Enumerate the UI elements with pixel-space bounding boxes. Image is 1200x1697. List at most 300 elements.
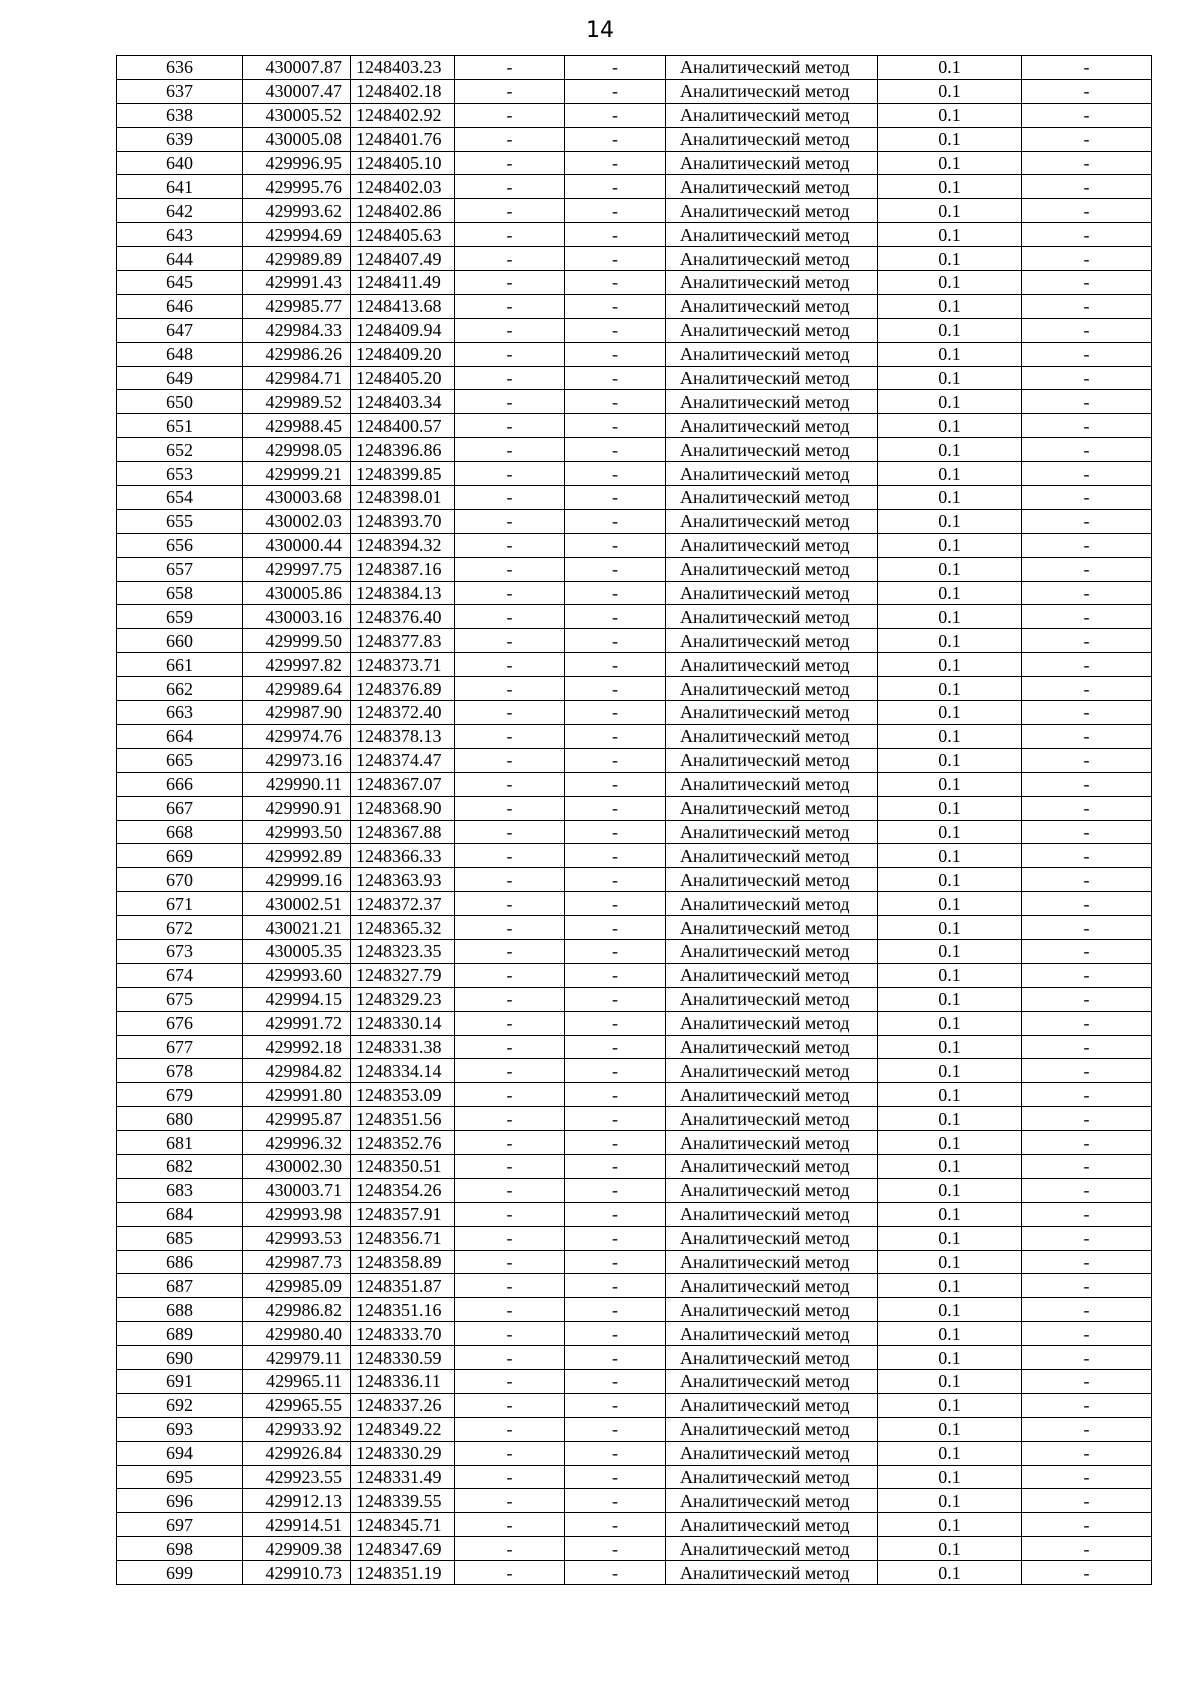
accuracy-cell: 0.1 [878, 1226, 1022, 1250]
col-5-cell: - [565, 1417, 666, 1441]
col-8-cell: - [1022, 103, 1152, 127]
col-5-cell: - [565, 1202, 666, 1226]
table-row [117, 438, 1152, 462]
col-5-cell: - [565, 1561, 666, 1585]
table-row [117, 1250, 1152, 1274]
accuracy-cell: 0.1 [878, 748, 1022, 772]
point-number-cell: 644 [117, 247, 243, 271]
y-coordinate-cell: 1248374.47 [351, 748, 455, 772]
col-4-cell: - [455, 963, 565, 987]
table-row [117, 509, 1152, 533]
table-row [117, 844, 1152, 868]
accuracy-cell: 0.1 [878, 1250, 1022, 1274]
point-number-cell: 664 [117, 724, 243, 748]
col-5-cell: - [565, 56, 666, 80]
col-5-cell: - [565, 151, 666, 175]
col-8-cell: - [1022, 509, 1152, 533]
col-8-cell: - [1022, 79, 1152, 103]
table-row [117, 1011, 1152, 1035]
point-number-cell: 656 [117, 533, 243, 557]
x-coordinate-cell: 429909.38 [243, 1537, 351, 1561]
col-4-cell: - [455, 342, 565, 366]
col-8-cell: - [1022, 223, 1152, 247]
point-number-cell: 699 [117, 1561, 243, 1585]
accuracy-cell: 0.1 [878, 629, 1022, 653]
method-cell: Аналитический метод [666, 223, 878, 247]
col-4-cell: - [455, 1561, 565, 1585]
y-coordinate-cell: 1248402.18 [351, 79, 455, 103]
accuracy-cell: 0.1 [878, 1274, 1022, 1298]
col-4-cell: - [455, 462, 565, 486]
method-cell: Аналитический метод [666, 366, 878, 390]
method-cell: Аналитический метод [666, 1035, 878, 1059]
method-cell: Аналитический метод [666, 1059, 878, 1083]
accuracy-cell: 0.1 [878, 366, 1022, 390]
accuracy-cell: 0.1 [878, 56, 1022, 80]
point-number-cell: 695 [117, 1465, 243, 1489]
method-cell: Аналитический метод [666, 1202, 878, 1226]
x-coordinate-cell: 429986.82 [243, 1298, 351, 1322]
table-row [117, 414, 1152, 438]
accuracy-cell: 0.1 [878, 1537, 1022, 1561]
col-4-cell: - [455, 1202, 565, 1226]
x-coordinate-cell: 429912.13 [243, 1489, 351, 1513]
col-8-cell: - [1022, 581, 1152, 605]
col-4-cell: - [455, 199, 565, 223]
point-number-cell: 637 [117, 79, 243, 103]
point-number-cell: 642 [117, 199, 243, 223]
col-4-cell: - [455, 1107, 565, 1131]
col-8-cell: - [1022, 1489, 1152, 1513]
point-number-cell: 639 [117, 127, 243, 151]
col-5-cell: - [565, 963, 666, 987]
table-row [117, 1107, 1152, 1131]
col-5-cell: - [565, 677, 666, 701]
accuracy-cell: 0.1 [878, 533, 1022, 557]
col-8-cell: - [1022, 1107, 1152, 1131]
method-cell: Аналитический метод [666, 486, 878, 510]
table-row [117, 557, 1152, 581]
col-4-cell: - [455, 151, 565, 175]
col-4-cell: - [455, 1298, 565, 1322]
point-number-cell: 651 [117, 414, 243, 438]
col-4-cell: - [455, 987, 565, 1011]
table-row [117, 605, 1152, 629]
y-coordinate-cell: 1248376.89 [351, 677, 455, 701]
col-8-cell: - [1022, 366, 1152, 390]
point-number-cell: 652 [117, 438, 243, 462]
method-cell: Аналитический метод [666, 1441, 878, 1465]
col-5-cell: - [565, 1274, 666, 1298]
y-coordinate-cell: 1248394.32 [351, 533, 455, 557]
method-cell: Аналитический метод [666, 820, 878, 844]
col-5-cell: - [565, 486, 666, 510]
col-8-cell: - [1022, 724, 1152, 748]
table-row [117, 1059, 1152, 1083]
table-row [117, 653, 1152, 677]
y-coordinate-cell: 1248401.76 [351, 127, 455, 151]
y-coordinate-cell: 1248351.19 [351, 1561, 455, 1585]
x-coordinate-cell: 429986.26 [243, 342, 351, 366]
point-number-cell: 673 [117, 939, 243, 963]
col-4-cell: - [455, 868, 565, 892]
x-coordinate-cell: 429984.71 [243, 366, 351, 390]
x-coordinate-cell: 430007.87 [243, 56, 351, 80]
table-row [117, 939, 1152, 963]
method-cell: Аналитический метод [666, 127, 878, 151]
method-cell: Аналитический метод [666, 175, 878, 199]
col-8-cell: - [1022, 1441, 1152, 1465]
col-8-cell: - [1022, 414, 1152, 438]
method-cell: Аналитический метод [666, 271, 878, 295]
method-cell: Аналитический метод [666, 963, 878, 987]
point-number-cell: 655 [117, 509, 243, 533]
table-row [117, 342, 1152, 366]
accuracy-cell: 0.1 [878, 1202, 1022, 1226]
table-row [117, 79, 1152, 103]
accuracy-cell: 0.1 [878, 1417, 1022, 1441]
y-coordinate-cell: 1248351.87 [351, 1274, 455, 1298]
y-coordinate-cell: 1248378.13 [351, 724, 455, 748]
point-number-cell: 663 [117, 701, 243, 725]
x-coordinate-cell: 429999.50 [243, 629, 351, 653]
point-number-cell: 668 [117, 820, 243, 844]
point-number-cell: 638 [117, 103, 243, 127]
table-row [117, 127, 1152, 151]
point-number-cell: 696 [117, 1489, 243, 1513]
accuracy-cell: 0.1 [878, 1393, 1022, 1417]
col-8-cell: - [1022, 701, 1152, 725]
point-number-cell: 659 [117, 605, 243, 629]
table-row [117, 1393, 1152, 1417]
col-8-cell: - [1022, 1369, 1152, 1393]
col-8-cell: - [1022, 963, 1152, 987]
col-4-cell: - [455, 939, 565, 963]
x-coordinate-cell: 429999.16 [243, 868, 351, 892]
y-coordinate-cell: 1248334.14 [351, 1059, 455, 1083]
x-coordinate-cell: 429993.60 [243, 963, 351, 987]
x-coordinate-cell: 429991.43 [243, 271, 351, 295]
method-cell: Аналитический метод [666, 1226, 878, 1250]
x-coordinate-cell: 429996.32 [243, 1131, 351, 1155]
y-coordinate-cell: 1248356.71 [351, 1226, 455, 1250]
table-row [117, 1561, 1152, 1585]
accuracy-cell: 0.1 [878, 1083, 1022, 1107]
col-4-cell: - [455, 1537, 565, 1561]
point-number-cell: 677 [117, 1035, 243, 1059]
x-coordinate-cell: 430003.16 [243, 605, 351, 629]
x-coordinate-cell: 429997.82 [243, 653, 351, 677]
accuracy-cell: 0.1 [878, 1298, 1022, 1322]
point-number-cell: 653 [117, 462, 243, 486]
method-cell: Аналитический метод [666, 1298, 878, 1322]
col-4-cell: - [455, 629, 565, 653]
col-4-cell: - [455, 653, 565, 677]
accuracy-cell: 0.1 [878, 963, 1022, 987]
y-coordinate-cell: 1248337.26 [351, 1393, 455, 1417]
method-cell: Аналитический метод [666, 103, 878, 127]
col-8-cell: - [1022, 772, 1152, 796]
accuracy-cell: 0.1 [878, 271, 1022, 295]
col-8-cell: - [1022, 916, 1152, 940]
accuracy-cell: 0.1 [878, 1346, 1022, 1370]
point-number-cell: 645 [117, 271, 243, 295]
x-coordinate-cell: 429998.05 [243, 438, 351, 462]
y-coordinate-cell: 1248402.03 [351, 175, 455, 199]
col-8-cell: - [1022, 294, 1152, 318]
col-8-cell: - [1022, 1513, 1152, 1537]
table-row [117, 1226, 1152, 1250]
col-8-cell: - [1022, 653, 1152, 677]
col-8-cell: - [1022, 748, 1152, 772]
col-8-cell: - [1022, 605, 1152, 629]
col-5-cell: - [565, 820, 666, 844]
table-row [117, 701, 1152, 725]
col-8-cell: - [1022, 1011, 1152, 1035]
col-8-cell: - [1022, 1202, 1152, 1226]
col-5-cell: - [565, 724, 666, 748]
method-cell: Аналитический метод [666, 868, 878, 892]
method-cell: Аналитический метод [666, 1083, 878, 1107]
col-8-cell: - [1022, 1298, 1152, 1322]
table-row [117, 796, 1152, 820]
col-4-cell: - [455, 390, 565, 414]
y-coordinate-cell: 1248405.10 [351, 151, 455, 175]
point-number-cell: 671 [117, 892, 243, 916]
point-number-cell: 684 [117, 1202, 243, 1226]
table-row [117, 271, 1152, 295]
table-row [117, 1513, 1152, 1537]
x-coordinate-cell: 429989.52 [243, 390, 351, 414]
method-cell: Аналитический метод [666, 1346, 878, 1370]
col-8-cell: - [1022, 557, 1152, 581]
col-4-cell: - [455, 605, 565, 629]
y-coordinate-cell: 1248409.20 [351, 342, 455, 366]
col-8-cell: - [1022, 1178, 1152, 1202]
table-row [117, 1369, 1152, 1393]
x-coordinate-cell: 430005.35 [243, 939, 351, 963]
method-cell: Аналитический метод [666, 1154, 878, 1178]
table-row [117, 1441, 1152, 1465]
y-coordinate-cell: 1248405.20 [351, 366, 455, 390]
table-row [117, 247, 1152, 271]
table-row [117, 103, 1152, 127]
col-4-cell: - [455, 892, 565, 916]
x-coordinate-cell: 429994.69 [243, 223, 351, 247]
point-number-cell: 641 [117, 175, 243, 199]
col-4-cell: - [455, 1369, 565, 1393]
y-coordinate-cell: 1248372.37 [351, 892, 455, 916]
method-cell: Аналитический метод [666, 557, 878, 581]
col-5-cell: - [565, 1465, 666, 1489]
y-coordinate-cell: 1248365.32 [351, 916, 455, 940]
accuracy-cell: 0.1 [878, 223, 1022, 247]
accuracy-cell: 0.1 [878, 844, 1022, 868]
y-coordinate-cell: 1248353.09 [351, 1083, 455, 1107]
x-coordinate-cell: 429984.33 [243, 318, 351, 342]
method-cell: Аналитический метод [666, 1369, 878, 1393]
col-5-cell: - [565, 79, 666, 103]
col-5-cell: - [565, 1393, 666, 1417]
col-5-cell: - [565, 1489, 666, 1513]
x-coordinate-cell: 429993.98 [243, 1202, 351, 1226]
accuracy-cell: 0.1 [878, 127, 1022, 151]
col-5-cell: - [565, 605, 666, 629]
col-4-cell: - [455, 1178, 565, 1202]
col-4-cell: - [455, 1226, 565, 1250]
col-4-cell: - [455, 103, 565, 127]
col-5-cell: - [565, 796, 666, 820]
y-coordinate-cell: 1248339.55 [351, 1489, 455, 1513]
point-number-cell: 674 [117, 963, 243, 987]
y-coordinate-cell: 1248377.83 [351, 629, 455, 653]
col-5-cell: - [565, 1513, 666, 1537]
col-5-cell: - [565, 844, 666, 868]
accuracy-cell: 0.1 [878, 605, 1022, 629]
col-4-cell: - [455, 271, 565, 295]
accuracy-cell: 0.1 [878, 1441, 1022, 1465]
accuracy-cell: 0.1 [878, 486, 1022, 510]
col-5-cell: - [565, 1035, 666, 1059]
x-coordinate-cell: 429965.11 [243, 1369, 351, 1393]
method-cell: Аналитический метод [666, 1489, 878, 1513]
col-4-cell: - [455, 772, 565, 796]
point-number-cell: 678 [117, 1059, 243, 1083]
col-8-cell: - [1022, 486, 1152, 510]
table-row [117, 1083, 1152, 1107]
point-number-cell: 683 [117, 1178, 243, 1202]
col-5-cell: - [565, 366, 666, 390]
method-cell: Аналитический метод [666, 318, 878, 342]
point-number-cell: 646 [117, 294, 243, 318]
col-8-cell: - [1022, 462, 1152, 486]
method-cell: Аналитический метод [666, 294, 878, 318]
x-coordinate-cell: 429984.82 [243, 1059, 351, 1083]
point-number-cell: 697 [117, 1513, 243, 1537]
y-coordinate-cell: 1248368.90 [351, 796, 455, 820]
x-coordinate-cell: 429973.16 [243, 748, 351, 772]
col-5-cell: - [565, 390, 666, 414]
accuracy-cell: 0.1 [878, 247, 1022, 271]
method-cell: Аналитический метод [666, 892, 878, 916]
col-4-cell: - [455, 318, 565, 342]
col-5-cell: - [565, 533, 666, 557]
col-4-cell: - [455, 557, 565, 581]
y-coordinate-cell: 1248409.94 [351, 318, 455, 342]
col-8-cell: - [1022, 1059, 1152, 1083]
col-8-cell: - [1022, 438, 1152, 462]
method-cell: Аналитический метод [666, 1417, 878, 1441]
y-coordinate-cell: 1248327.79 [351, 963, 455, 987]
x-coordinate-cell: 429995.76 [243, 175, 351, 199]
accuracy-cell: 0.1 [878, 724, 1022, 748]
y-coordinate-cell: 1248384.13 [351, 581, 455, 605]
point-number-cell: 667 [117, 796, 243, 820]
point-number-cell: 650 [117, 390, 243, 414]
method-cell: Аналитический метод [666, 509, 878, 533]
col-5-cell: - [565, 916, 666, 940]
y-coordinate-cell: 1248402.92 [351, 103, 455, 127]
col-4-cell: - [455, 1131, 565, 1155]
col-5-cell: - [565, 223, 666, 247]
x-coordinate-cell: 429991.80 [243, 1083, 351, 1107]
table-row [117, 748, 1152, 772]
table-row [117, 1274, 1152, 1298]
x-coordinate-cell: 430007.47 [243, 79, 351, 103]
page-number: 14 [586, 18, 614, 43]
table-row [117, 1178, 1152, 1202]
accuracy-cell: 0.1 [878, 1107, 1022, 1131]
col-8-cell: - [1022, 318, 1152, 342]
point-number-cell: 658 [117, 581, 243, 605]
y-coordinate-cell: 1248330.29 [351, 1441, 455, 1465]
method-cell: Аналитический метод [666, 701, 878, 725]
point-number-cell: 669 [117, 844, 243, 868]
accuracy-cell: 0.1 [878, 1131, 1022, 1155]
col-4-cell: - [455, 1059, 565, 1083]
x-coordinate-cell: 429933.92 [243, 1417, 351, 1441]
method-cell: Аналитический метод [666, 581, 878, 605]
method-cell: Аналитический метод [666, 1178, 878, 1202]
table-row [117, 987, 1152, 1011]
method-cell: Аналитический метод [666, 987, 878, 1011]
col-5-cell: - [565, 1369, 666, 1393]
col-5-cell: - [565, 581, 666, 605]
x-coordinate-cell: 429996.95 [243, 151, 351, 175]
method-cell: Аналитический метод [666, 151, 878, 175]
y-coordinate-cell: 1248358.89 [351, 1250, 455, 1274]
y-coordinate-cell: 1248376.40 [351, 605, 455, 629]
col-8-cell: - [1022, 247, 1152, 271]
method-cell: Аналитический метод [666, 844, 878, 868]
col-5-cell: - [565, 438, 666, 462]
accuracy-cell: 0.1 [878, 916, 1022, 940]
y-coordinate-cell: 1248330.59 [351, 1346, 455, 1370]
col-4-cell: - [455, 1417, 565, 1441]
point-number-cell: 693 [117, 1417, 243, 1441]
table-row [117, 366, 1152, 390]
y-coordinate-cell: 1248331.49 [351, 1465, 455, 1489]
point-number-cell: 688 [117, 1298, 243, 1322]
col-5-cell: - [565, 653, 666, 677]
col-4-cell: - [455, 56, 565, 80]
col-4-cell: - [455, 223, 565, 247]
y-coordinate-cell: 1248372.40 [351, 701, 455, 725]
col-4-cell: - [455, 796, 565, 820]
col-8-cell: - [1022, 1561, 1152, 1585]
y-coordinate-cell: 1248373.71 [351, 653, 455, 677]
x-coordinate-cell: 430005.86 [243, 581, 351, 605]
x-coordinate-cell: 429910.73 [243, 1561, 351, 1585]
col-5-cell: - [565, 103, 666, 127]
method-cell: Аналитический метод [666, 1513, 878, 1537]
table-row [117, 1202, 1152, 1226]
table-row [117, 1322, 1152, 1346]
col-5-cell: - [565, 271, 666, 295]
col-4-cell: - [455, 175, 565, 199]
method-cell: Аналитический метод [666, 1393, 878, 1417]
x-coordinate-cell: 429993.50 [243, 820, 351, 844]
col-8-cell: - [1022, 987, 1152, 1011]
method-cell: Аналитический метод [666, 438, 878, 462]
method-cell: Аналитический метод [666, 916, 878, 940]
accuracy-cell: 0.1 [878, 892, 1022, 916]
accuracy-cell: 0.1 [878, 772, 1022, 796]
col-5-cell: - [565, 629, 666, 653]
col-5-cell: - [565, 127, 666, 151]
method-cell: Аналитический метод [666, 653, 878, 677]
y-coordinate-cell: 1248347.69 [351, 1537, 455, 1561]
